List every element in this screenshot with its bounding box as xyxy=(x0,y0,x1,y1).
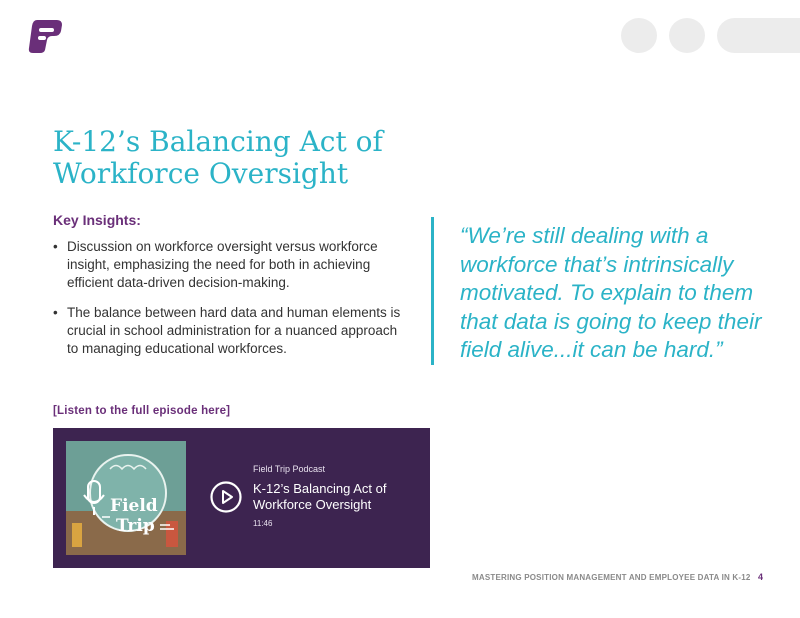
insights-list xyxy=(53,238,403,370)
insights-heading: Key Insights: xyxy=(53,212,141,228)
podcast-player[interactable] xyxy=(53,428,430,568)
podcast-duration: 11:46 xyxy=(253,519,273,528)
insight-text: Discussion on workforce oversight versus workforce insight, emphasizing the need for both in achieving efficient data-driven decision-making. xyxy=(67,239,378,290)
podcast-show-name: Field Trip Podcast xyxy=(253,464,326,474)
frontline-logo-icon[interactable] xyxy=(27,18,63,54)
insight-text: The balance between hard data and human elements is crucial in school administration for a nuanced approach to managing educational workforces. xyxy=(67,305,401,356)
nav-pill-icon[interactable] xyxy=(717,18,800,53)
play-icon[interactable] xyxy=(210,481,242,513)
nav-circle-icon[interactable] xyxy=(621,18,657,53)
cover-title-line: Trip xyxy=(116,516,155,536)
page-title: K-12’s Balancing Act of Workforce Oversight xyxy=(53,125,383,190)
bullet-icon: • xyxy=(53,305,58,320)
cover-title-line: Field xyxy=(110,496,158,516)
pull-quote: “We’re still dealing with a workforce that’s intrinsically motivated. To explain to them that data is going to keep their field alive...it can be hard.” xyxy=(460,223,762,362)
page-number: 4 xyxy=(758,572,764,582)
listen-episode-link[interactable]: [Listen to the full episode here] xyxy=(53,405,231,417)
running-footer: MASTERING POSITION MANAGEMENT AND EMPLOYEE DATA IN K-12 xyxy=(472,573,751,582)
insight-item xyxy=(53,304,403,358)
quote-divider xyxy=(431,217,434,365)
insight-item xyxy=(53,238,403,292)
nav-circle-icon[interactable] xyxy=(669,18,705,53)
field-trip-cover-icon xyxy=(66,441,186,555)
podcast-episode-title: K-12’s Balancing Act of Workforce Oversight xyxy=(253,481,387,512)
bullet-icon: • xyxy=(53,239,58,254)
